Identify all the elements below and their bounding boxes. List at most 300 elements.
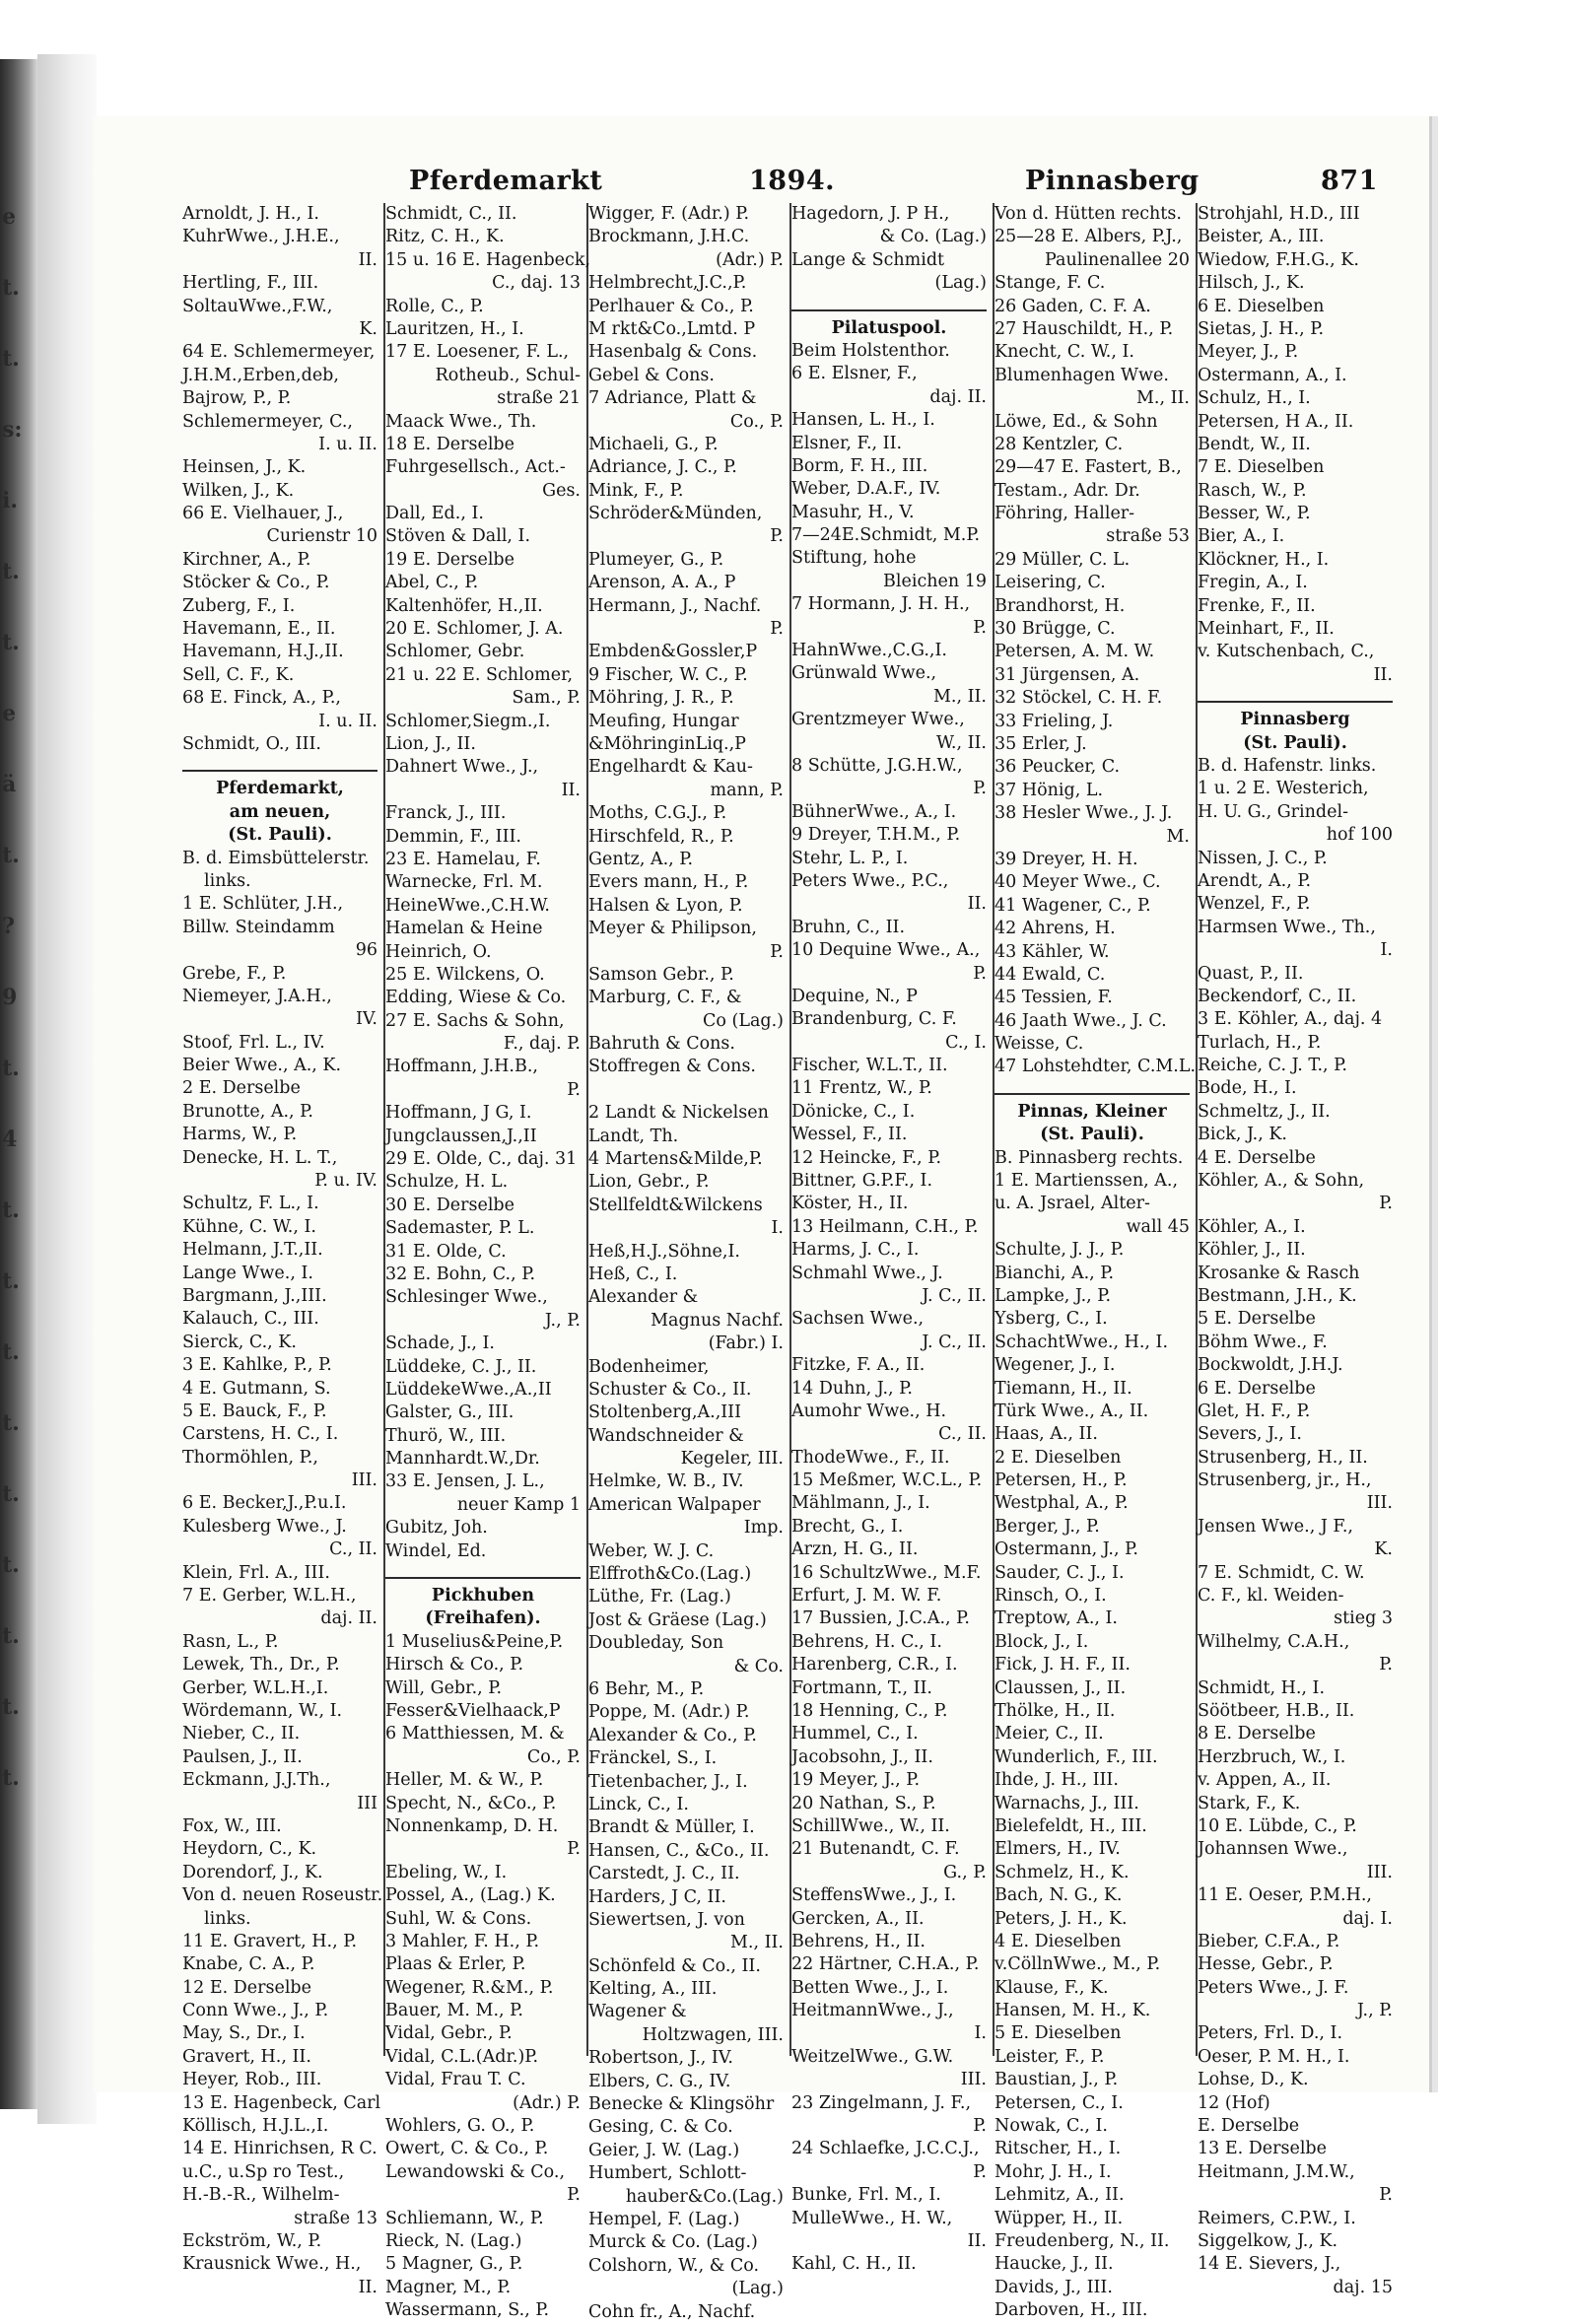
directory-entry: Bruhn, C., II. — [791, 917, 906, 937]
directory-entry: 4 Martens&Milde,P. — [588, 1149, 763, 1170]
directory-entry: Colshorn, W., & Co. — [588, 2255, 760, 2276]
directory-entry: Vidal, Frau T. C. — [385, 2070, 526, 2090]
directory-entry: Herzbruch, W., I. — [1198, 1746, 1346, 1767]
directory-entry: Schmahl Wwe., J. — [791, 1263, 943, 1283]
directory-entry: Blumenhagen Wwe. — [994, 365, 1169, 385]
directory-entry: 7 E. Gerber, W.L.H., — [182, 1586, 357, 1606]
directory-entry: Von d. Hütten rechts. — [994, 204, 1182, 224]
directory-entry: 39 Dreyer, H. H. — [994, 849, 1138, 869]
directory-entry: Stoof, Frl. L., IV. — [182, 1032, 325, 1053]
street-heading: am neuen, — [229, 801, 331, 822]
directory-entry: Severs, J., I. — [1198, 1424, 1302, 1445]
directory-entry: Samson Gebr., P. — [588, 964, 734, 985]
section-separator — [385, 1563, 581, 1579]
directory-entry: Grentzmeyer Wwe., — [791, 710, 965, 730]
directory-entry: Rotheub., Schul- — [435, 365, 581, 385]
directory-entry: Will, Gebr., P. — [385, 1677, 503, 1698]
directory-entry: Mink, F., P. — [588, 480, 684, 501]
directory-entry: Weber, W. J. C. — [588, 1540, 715, 1561]
directory-entry: American Walpaper — [588, 1494, 761, 1515]
column-1 — [182, 203, 383, 2297]
fragment-glyph: 4 — [2, 1127, 18, 1152]
directory-entry: Haucke, J., II. — [994, 2254, 1114, 2275]
running-header — [94, 116, 1429, 195]
directory-entry: Heller, M. & W., P. — [385, 1770, 544, 1791]
directory-entry: Alexander & — [588, 1287, 699, 1308]
directory-entry: 13 E. Derselbe — [1198, 2139, 1327, 2159]
directory-entry: Kirchner, A., P. — [182, 549, 311, 570]
directory-entry: 7 Adriance, Platt & — [588, 388, 757, 409]
directory-entry — [588, 1079, 784, 1102]
directory-entry: III. — [960, 2070, 987, 2090]
directory-entry: Wegener, R.&M., P. — [385, 1977, 554, 1998]
directory-entry: Rolle, C., P. — [385, 296, 484, 316]
directory-entry: Havemann, E., II. — [182, 619, 336, 640]
directory-entry: Jensen Wwe., J F., — [1198, 1516, 1353, 1537]
directory-entry: Wagener & — [588, 2002, 687, 2022]
fragment-glyph: t. — [2, 1056, 20, 1081]
fragment-glyph: t. — [2, 559, 20, 584]
directory-entry: Moths, C.G.J., P. — [588, 803, 727, 824]
directory-entry: P. — [973, 963, 987, 984]
directory-entry: SchachtWwe., H., I. — [994, 1332, 1169, 1352]
directory-entry: Kegeler, III. — [680, 1449, 784, 1470]
directory-entry: 8 E. Derselbe — [1198, 1724, 1316, 1744]
directory-entry: Bunke, Frl. M., I. — [791, 2185, 941, 2206]
directory-entry: Bode, H., I. — [1198, 1078, 1297, 1099]
directory-entry: 36 Peucker, C. — [994, 757, 1121, 778]
directory-entry: Köhler, A., & Sohn, — [1198, 1171, 1365, 1192]
directory-entry: v.CöllnWwe., M., P. — [994, 1954, 1161, 1975]
directory-entry: Stöcker & Co., P. — [182, 573, 330, 593]
directory-entry: Owert, C. & Co., P. — [385, 2139, 549, 2159]
directory-entry: Co., P. — [526, 1746, 581, 1767]
directory-entry: Reiche, C. J. T., P. — [1198, 1056, 1347, 1076]
directory-entry: Bielefeldt, H., III. — [994, 1815, 1147, 1836]
directory-entry: Wilken, J., K. — [182, 480, 295, 501]
directory-entry: Claussen, J., II. — [994, 1677, 1127, 1698]
directory-entry: Wohlers, G. O., P. — [385, 2116, 535, 2137]
directory-entry: Schmidt, O., III. — [182, 733, 321, 754]
directory-entry: Halsen & Lyon, P. — [588, 895, 743, 916]
directory-entry: Strohjahl, H.D., III — [1198, 204, 1360, 224]
directory-entry: 33 Frieling, J. — [994, 711, 1114, 731]
directory-entry: J. C., II. — [922, 1332, 987, 1352]
directory-entry: M. — [1166, 826, 1190, 847]
directory-entry: Cohn fr., A., Nachf. — [588, 2301, 756, 2322]
directory-entry: Denecke, H. L. T., — [182, 1147, 338, 1168]
directory-entry: Lange & Schmidt — [791, 249, 945, 270]
directory-entry: Windel, Ed. — [385, 1540, 487, 1561]
directory-entry: Heitmann, J.M.W., — [1198, 2161, 1355, 2182]
directory-entry: 15 u. 16 E. Hagenbeck, — [385, 249, 591, 270]
directory-entry: 25—28 E. Albers, P.J., — [994, 227, 1183, 247]
directory-entry: Betten Wwe., J., I. — [791, 1977, 949, 1998]
directory-entry: B. d. Hafenstr. links. — [1198, 755, 1377, 776]
fragment-glyph: t. — [2, 843, 20, 868]
directory-entry: Kelting, A., III. — [588, 1979, 718, 2000]
directory-entry: Schmeltz, J., II. — [1198, 1101, 1331, 1122]
directory-entry: v. Kutschenbach, C., — [1198, 642, 1375, 662]
directory-entry: Magnus Nachf. — [651, 1310, 784, 1331]
directory-entry: Lüthe, Fr. (Lag.) — [588, 1587, 731, 1607]
directory-entry: Bauer, M. M., P. — [385, 2001, 523, 2021]
directory-entry: Embden&Gossler,P — [588, 642, 758, 662]
directory-entry: Linck, C., I. — [588, 1794, 689, 1814]
directory-entry: 38 Hesler Wwe., J. J. — [994, 803, 1173, 824]
fragment-glyph: t. — [2, 1339, 20, 1365]
directory-entry: 16 SchultzWwe., M.F. — [791, 1562, 982, 1583]
directory-entry: 6 E. Dieselben — [1198, 296, 1325, 316]
directory-entry: Doubleday, Son — [588, 1633, 724, 1654]
directory-entry: 64 E. Schlemermeyer, — [182, 342, 376, 363]
directory-entry: Heß, C., I. — [588, 1264, 678, 1284]
directory-entry: Weber, D.A.F., IV. — [791, 479, 941, 500]
directory-entry: Warnachs, J., III. — [994, 1793, 1139, 1813]
directory-entry: Wüpper, H., II. — [994, 2208, 1124, 2228]
fragment-glyph: 9 — [2, 985, 18, 1010]
directory-entry: Möhring, J. R., P. — [588, 688, 734, 709]
directory-entry: Hermann, J., Nachf. — [588, 595, 762, 616]
fragment-glyph: t. — [2, 1268, 20, 1294]
directory-entry: Bittner, G.P.F., I. — [791, 1171, 933, 1192]
directory-entry: stieg 3 — [1334, 1608, 1393, 1629]
directory-entry: 43 Kähler, W. — [994, 941, 1110, 962]
directory-entry: Wunderlich, F., III. — [994, 1746, 1158, 1767]
directory-entry: 29 Müller, C. L. — [994, 549, 1131, 570]
directory-entry: 21 Butenandt, C. F. — [791, 1839, 960, 1860]
directory-entry: Gravert, H., II. — [182, 2046, 311, 2067]
fragment-glyph: e — [2, 204, 16, 230]
directory-entry: Holtzwagen, III. — [642, 2024, 784, 2045]
directory-entry: Stark, F., K. — [1198, 1793, 1301, 1813]
directory-entry: II. — [358, 2277, 377, 2297]
directory-entry: 20 E. Schlomer, J. A. — [385, 619, 564, 640]
directory-entry: IV. — [355, 1009, 377, 1030]
directory-entry: Reimers, C.P.W., I. — [1198, 2208, 1356, 2228]
street-heading: Pilatuspool. — [831, 317, 947, 338]
directory-entry: & Co. (Lag.) — [879, 227, 987, 247]
directory-entry: Elbers, C. G., IV. — [588, 2071, 731, 2091]
directory-entry: Stehr, L. P., I. — [791, 848, 909, 868]
directory-entry: W., II. — [935, 732, 987, 753]
directory-entry: Thölke, H., II. — [994, 1701, 1116, 1721]
directory-entry: Stoltenberg,A.,III — [588, 1402, 742, 1423]
directory-entry: C. F., kl. Weiden- — [1198, 1586, 1344, 1606]
directory-entry: Harms, W., P. — [182, 1125, 298, 1145]
fragment-glyph: t. — [2, 630, 20, 655]
directory-entry: B. d. Eimsbüttelerstr. — [182, 848, 370, 868]
directory-entry: Lewek, Th., Dr., P. — [182, 1655, 340, 1675]
fragment-glyph: s: — [2, 417, 23, 443]
directory-entry: Jungclaussen,J.,II — [385, 1126, 537, 1146]
directory-entry: Sademaster, P. L. — [385, 1218, 535, 1239]
directory-entry: Löwe, Ed., & Sohn — [994, 411, 1158, 432]
directory-entry: (Lag.) — [934, 273, 987, 294]
directory-entry: 6 Matthiessen, M. & — [385, 1724, 565, 1744]
directory-entry: 44 Ewald, C. — [994, 964, 1106, 985]
directory-entry: Westphal, A., P. — [994, 1493, 1129, 1514]
directory-entry: Ges. — [542, 480, 581, 501]
directory-entry: Siewertsen, J. von — [588, 1909, 745, 1930]
directory-entry: Fitzke, F. A., II. — [791, 1355, 926, 1376]
directory-entry: 3 E. Kahlke, P., P. — [182, 1355, 332, 1376]
directory-entry: Bier, A., I. — [1198, 526, 1285, 547]
directory-entry: 7—24E.Schmidt, M.P. — [791, 525, 981, 546]
directory-entry: 46 Jaath Wwe., J. C. — [994, 1010, 1167, 1031]
directory-entry: Gubitz, Joh. — [385, 1518, 488, 1538]
directory-entry: Fortmann, T., II. — [791, 1677, 932, 1698]
directory-entry: Grünwald Wwe., — [791, 663, 937, 684]
directory-entry: 14 Duhn, J., P. — [791, 1378, 913, 1399]
directory-entry: Poppe, M. (Adr.) P. — [588, 1702, 750, 1723]
directory-entry: Brunotte, A., P. — [182, 1101, 313, 1122]
directory-entry: Klause, F., K. — [994, 1977, 1109, 1998]
directory-entry: Stiftung, hohe — [791, 548, 917, 569]
directory-entry: Leister, F., P. — [994, 2046, 1105, 2067]
directory-entry: Heß,H.J.,Söhne,I. — [588, 1241, 740, 1262]
directory-entry: Köllisch, H.J.L.,I. — [182, 2116, 329, 2137]
directory-entry: Sauder, C. J., I. — [994, 1562, 1125, 1583]
directory-entry: Bieber, C.F.A., P. — [1198, 1931, 1340, 1951]
directory-entry: Arzn, H. G., II. — [791, 1539, 919, 1560]
directory-entry: Strusenberg, H., II. — [1198, 1447, 1368, 1468]
directory-entry: Jacobsohn, J., II. — [791, 1746, 933, 1767]
directory-entry: 42 Ahrens, H. — [994, 919, 1116, 939]
directory-entry: (Fabr.) I. — [708, 1333, 784, 1354]
directory-entry: 6 Behr, M., P. — [588, 1679, 705, 1699]
directory-entry: II. — [1373, 664, 1393, 685]
directory-entry: Knabe, C. A., P. — [182, 1954, 315, 1975]
directory-entry: Nieber, C., II. — [182, 1724, 301, 1744]
column-5 — [994, 203, 1197, 2321]
directory-entry: Berger, J., P. — [994, 1516, 1100, 1537]
directory-entry: 11 Frentz, W., P. — [791, 1078, 932, 1099]
directory-entry: Lange Wwe., I. — [182, 1263, 313, 1283]
directory-columns — [182, 203, 1395, 2322]
directory-entry: Arnoldt, J. H., I. — [182, 204, 319, 224]
directory-entry: Carstedt, J. C., II. — [588, 1864, 740, 1884]
directory-entry: Arendt, A., P. — [1198, 870, 1312, 891]
directory-entry: P. — [567, 2185, 581, 2206]
directory-entry: HeineWwe.,C.H.W. — [385, 895, 550, 916]
directory-entry: Haas, A., II. — [994, 1424, 1098, 1445]
directory-entry: Brandt & Müller, I. — [588, 1817, 755, 1838]
fragment-glyph: ? — [2, 914, 15, 939]
directory-entry: Magner, M., P. — [385, 2277, 512, 2297]
directory-entry: Brandenburg, C. F. — [791, 1009, 957, 1030]
directory-entry: May, S., Dr., I. — [182, 2023, 306, 2044]
directory-entry: Petersen, H., P. — [994, 1470, 1128, 1491]
directory-entry: wall 45 — [1126, 1216, 1190, 1237]
directory-entry: Franck, J., III. — [385, 803, 507, 824]
directory-entry: Lehmitz, A., II. — [994, 2185, 1125, 2206]
directory-entry: Lohse, D., K. — [1198, 2070, 1309, 2090]
directory-entry: Rasn, L., P. — [182, 1631, 279, 1652]
directory-entry: Beister, A., III. — [1198, 227, 1325, 247]
scan-gutter — [37, 54, 97, 2124]
directory-entry: P. — [1379, 2185, 1393, 2206]
directory-entry: 29—47 E. Fastert, B., — [994, 457, 1182, 478]
directory-entry: Freudenberg, N., II. — [994, 2230, 1170, 2251]
directory-entry: II. — [358, 249, 377, 270]
directory-entry: Specht, N., &Co., P. — [385, 1793, 557, 1813]
directory-entry: u.C., u.Sp ro Test., — [182, 2161, 345, 2182]
directory-entry: Schmelz, H., K. — [994, 1862, 1130, 1882]
directory-entry: Conn Wwe., J., P. — [182, 2001, 329, 2021]
directory-entry: Kühne, C. W., I. — [182, 1216, 316, 1237]
directory-entry: M., II. — [730, 1933, 784, 1953]
directory-entry: Knecht, C. W., I. — [994, 342, 1134, 363]
directory-entry: Erfurt, J. M. W. F. — [791, 1586, 942, 1606]
column-2 — [385, 203, 591, 2321]
directory-entry: SoltauWwe.,F.W., — [182, 296, 333, 316]
fragment-glyph: t. — [2, 346, 20, 372]
directory-entry: J. C., II. — [922, 1285, 987, 1306]
directory-entry: 7 E. Schmidt, C. W. — [1198, 1562, 1365, 1583]
directory-entry: J., P. — [544, 1310, 581, 1331]
directory-entry: Rinsch, O., I. — [994, 1586, 1107, 1606]
directory-entry: Ritscher, H., I. — [994, 2139, 1122, 2159]
directory-entry: I. — [974, 2023, 987, 2044]
directory-entry: Ebeling, W., I. — [385, 1862, 508, 1882]
column-3 — [588, 203, 784, 2322]
directory-entry: daj. II. — [320, 1608, 377, 1629]
directory-entry: 45 Tessien, F. — [994, 988, 1113, 1008]
directory-entry: Sietas, J. H., P. — [1198, 318, 1325, 339]
fragment-glyph: t. — [2, 1623, 20, 1649]
column-6 — [1198, 203, 1393, 2297]
directory-entry: 21 u. 22 E. Schlomer, — [385, 664, 574, 685]
directory-entry: Bleichen 19 — [883, 571, 987, 591]
directory-entry: Hilsch, J., K. — [1198, 273, 1305, 294]
directory-entry: Grebe, F., P. — [182, 963, 287, 984]
directory-entry: Carstens, H. C., I. — [182, 1424, 339, 1445]
directory-entry: III — [357, 1793, 377, 1813]
directory-entry: Fick, J. H. F., II. — [994, 1655, 1131, 1675]
directory-entry: H. U. G., Grindel- — [1198, 801, 1348, 822]
header-right-street: Pinnasberg — [1025, 166, 1200, 196]
directory-entry: Brockmann, J.H.C. — [588, 227, 750, 247]
directory-entry: Frenke, F., II. — [1198, 595, 1316, 616]
directory-entry: Hansen, M. H., K. — [994, 2001, 1151, 2021]
directory-entry: II. — [967, 2230, 987, 2251]
directory-entry: 41 Wagener, C., P. — [994, 895, 1151, 916]
directory-entry: Krosanke & Rasch — [1198, 1263, 1360, 1283]
directory-entry: C., I. — [945, 1032, 987, 1053]
directory-entry: v. Appen, A., II. — [1198, 1770, 1332, 1791]
directory-entry: Hempel, F. (Lag.) — [588, 2209, 740, 2229]
directory-entry: 29 E. Olde, C., daj. 31 — [385, 1149, 578, 1170]
directory-entry: 96 — [355, 940, 377, 961]
directory-entry: Hansen, C., &Co., II. — [588, 1840, 770, 1861]
directory-entry: Schlomer,Siegm.,I. — [385, 711, 551, 731]
directory-entry: Beim Holstenthor. — [791, 340, 950, 361]
directory-entry: Suhl, W. & Cons. — [385, 1908, 532, 1929]
directory-entry: 32 Stöckel, C. H. F. — [994, 688, 1163, 709]
directory-entry: &MöhringinLiq.,P — [588, 733, 746, 754]
directory-entry: Rieck, N. (Lag.) — [385, 2230, 522, 2251]
directory-entry: (Adr.) P. — [716, 249, 784, 270]
directory-entry: mann, P. — [710, 780, 784, 800]
directory-entry: P. — [770, 619, 784, 640]
directory-entry: Gerber, W.L.H.,I. — [182, 1677, 329, 1698]
directory-entry: Lewandowski & Co., — [385, 2161, 566, 2182]
directory-entry: 9 Fischer, W. C., P. — [588, 664, 748, 685]
directory-entry: M rkt&Co.,Lmtd. P — [588, 318, 756, 339]
fragment-glyph: e — [2, 701, 16, 726]
directory-entry: Lampke, J., P. — [994, 1285, 1112, 1306]
directory-entry: Türk Wwe., A., II. — [994, 1401, 1149, 1421]
directory-entry: Stöven & Dall, I. — [385, 526, 531, 547]
directory-entry: daj. I. — [1342, 1908, 1393, 1929]
directory-entry: Zuberg, F., I. — [182, 595, 296, 616]
street-heading: Pinnasberg — [1240, 710, 1350, 730]
directory-entry: Petersen, C., I. — [994, 2092, 1124, 2113]
directory-entry: Hansen, L. H., I. — [791, 410, 935, 431]
directory-entry: Lüddeke, C. J., II. — [385, 1356, 537, 1377]
directory-entry: SteffensWwe., J., I. — [791, 1885, 957, 1906]
directory-entry: Hesse, Gebr., P. — [1198, 1954, 1334, 1975]
directory-entry: 7 E. Dieselben — [1198, 457, 1325, 478]
directory-entry: Hummel, C., I. — [791, 1724, 919, 1744]
directory-entry: (Lag.) — [731, 2279, 784, 2299]
directory-entry: 32 E. Bohn, C., P. — [385, 1264, 536, 1284]
directory-entry: Adriance, J. C., P. — [588, 457, 737, 478]
directory-entry: 4 E. Dieselben — [994, 1931, 1122, 1951]
directory-entry: Von d. neuen Roseustr. — [182, 1885, 383, 1906]
directory-entry: 18 Henning, C., P. — [791, 1701, 948, 1721]
directory-entry: Elsner, F., II. — [791, 433, 903, 453]
directory-entry: Eckmann, J.J.Th., — [182, 1770, 331, 1791]
directory-entry: 13 E. Hagenbeck, Carl — [182, 2092, 381, 2113]
directory-entry: Söötbeer, H.B., II. — [1198, 1701, 1355, 1721]
directory-entry: Plaas & Erler, P. — [385, 1954, 526, 1975]
directory-entry: II. — [967, 894, 987, 915]
directory-entry: 6 E. Becker,J.,P.u.I. — [182, 1493, 347, 1514]
directory-entry: Paulsen, J., II. — [182, 1746, 303, 1767]
directory-entry: Mohr, J. H., I. — [994, 2161, 1112, 2182]
directory-entry: 7 Hormann, J. H. H., — [791, 594, 971, 615]
directory-entry: K. — [1374, 1539, 1393, 1560]
directory-entry: E. Derselbe — [1198, 2116, 1300, 2137]
directory-entry: Brandhorst, H. — [994, 595, 1126, 616]
directory-entry: Co (Lag.) — [703, 1010, 784, 1031]
directory-entry: Köhler, A., I. — [1198, 1216, 1306, 1237]
directory-entry: 30 Brügge, C. — [994, 619, 1116, 640]
directory-entry: links. — [204, 870, 251, 891]
directory-entry: Kalauch, C., III. — [182, 1309, 319, 1330]
directory-entry: 6 E. Elsner, F., — [791, 364, 918, 384]
directory-entry: Dorendorf, J., K. — [182, 1862, 323, 1882]
directory-entry: Gercken, A., II. — [791, 1908, 925, 1929]
directory-entry: Mannhardt.W.,Dr. — [385, 1449, 540, 1470]
directory-entry: Fesser&Vielhaack,P — [385, 1701, 561, 1721]
directory-entry: daj. 15 — [1333, 2277, 1393, 2297]
directory-entry: Kahl, C. H., II. — [791, 2254, 917, 2275]
directory-entry: Krausnick Wwe., H., — [182, 2254, 362, 2275]
directory-entry: Ysberg, C., I. — [994, 1309, 1108, 1330]
directory-entry: 5 E. Derselbe — [1198, 1309, 1316, 1330]
directory-entry: 27 Hauschildt, H., P. — [994, 318, 1174, 339]
directory-entry: Plumeyer, G., P. — [588, 549, 724, 570]
directory-entry: Meier, C., II. — [994, 1724, 1104, 1744]
directory-entry: P. — [567, 1079, 581, 1100]
directory-entry: 15 Meßmer, W.C.L., P. — [791, 1470, 983, 1491]
directory-entry: Fischer, W.L.T., II. — [791, 1056, 948, 1076]
directory-entry: Heyer, Rob., III. — [182, 2070, 322, 2090]
directory-entry: Davids, J., III. — [994, 2277, 1113, 2297]
